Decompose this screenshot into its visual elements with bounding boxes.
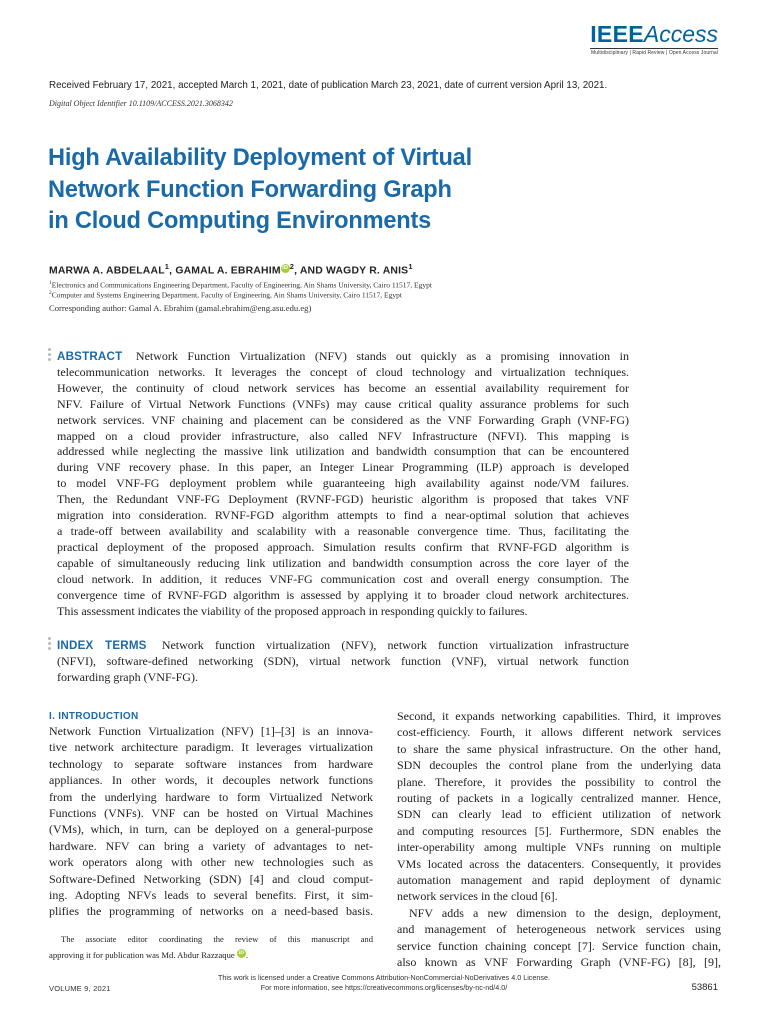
body-line: SDN decouples the control plane from the underlying data — [397, 758, 721, 773]
journal-logo — [590, 22, 718, 56]
body-line: tive network architecture paradigm. It leverages virtualization — [49, 740, 373, 755]
abstract-line: cloud network. In addition, it reduces VNF-FG communication cost and overall energy consumption. The — [57, 571, 629, 586]
affiliation — [49, 280, 432, 290]
title-line: High Availability Deployment of Virtual — [48, 145, 472, 171]
body-line: SDN can clearly lead to efficient utilization of network — [397, 807, 721, 822]
body-line: NFV adds a new dimension to the design, deployment, — [409, 905, 721, 920]
logo-wordmark — [590, 22, 718, 46]
title-line: in Cloud Computing Environments — [48, 208, 432, 234]
abstract-line: mapped on a cloud provider infrastructure, also called NFV Infrastructure (NFVI). This mapping is — [57, 428, 629, 443]
corresponding-author: Corresponding author: Gamal A. Ebrahim (gamal.ebrahim@eng.asu.edu.eg) — [49, 303, 312, 313]
body-line: Second, it expands networking capabilities. Third, it improves — [397, 709, 721, 723]
index-terms — [57, 638, 629, 686]
affiliation-text: Computer and Systems Engineering Department, Faculty of Engineering, Ain Shams University, Cairo 11517, Egypt — [51, 290, 402, 300]
abstract — [57, 349, 629, 619]
index-terms-label: INDEX TERMS — [57, 639, 147, 652]
body-line: routing of packets in a logically centralized manner. Hence, — [397, 791, 721, 806]
body-line: (VMs), which, in turn, can be deployed on a general-purpose — [49, 822, 373, 837]
affiliation-text: Electronics and Communications Engineering Department, Faculty of Engineering, Ain Shams University, Cairo 11517, Egypt — [51, 280, 432, 290]
license-notice — [0, 973, 768, 993]
footnote-line: approving it for publication was Md. Abdur Razzaque iD . — [49, 950, 248, 961]
left-column — [49, 710, 373, 920]
abstract-line: to model VNF-FG deployment problem while guaranteeing high availability against node/VM failures. — [57, 476, 629, 491]
body-line: from the underlying hardware to form Virtualized Network — [49, 789, 373, 804]
affiliation-number: 2 — [49, 290, 52, 296]
logo-ieee: IEEE — [590, 21, 644, 47]
author-affil-mark: 1 — [164, 262, 170, 271]
body-line: Software-Defined Networking (SDN) [4] and cloud comput- — [49, 871, 373, 886]
author-name: MARWA A. ABDELAAL — [49, 265, 165, 277]
body-line: cost-efficiency. Fourth, it allows different network services — [397, 725, 721, 740]
footnote — [49, 931, 373, 964]
index-terms-line: INDEX TERMS Network function virtualization (NFV), network function virtualization infrastructure — [57, 638, 629, 652]
doi: Digital Object Identifier 10.1109/ACCESS.2021.3068342 — [49, 99, 233, 108]
index-terms-line: forwarding graph (VNF-FG). — [57, 669, 198, 684]
abstract-line: addressed while neglecting the massive link utilization and bandwidth consumption that can be encountered — [57, 444, 629, 459]
abstract-line: a trade-off between availability and scalability with a reasonable convergence time. Thus, facilitating the — [57, 523, 629, 538]
body-line: plane. Therefore, it provides the possibility to control the — [397, 774, 721, 789]
received-dates: Received February 17, 2021, accepted March 1, 2021, date of publication March 23, 2021, date of current version April 13, 2021. — [49, 80, 608, 91]
author-list — [49, 262, 413, 276]
author-affil-mark: 2 — [289, 262, 295, 271]
abstract-line: This assessment indicates the viability of the proposed approach in responding quickly to failures. — [57, 603, 528, 618]
volume-label: VOLUME 9, 2021 — [49, 984, 111, 993]
body-line: Network Function Virtualization (NFV) [1]–[3] is an innova- — [49, 724, 373, 738]
logo-access: Access — [643, 21, 718, 47]
body-line: VMs located across the datacenters. Consequently, it provides — [397, 856, 721, 871]
body-line: plifies the programming of networks on a need-based basis. — [49, 904, 373, 919]
section-heading: I. INTRODUCTION — [49, 711, 139, 722]
page-number: 53861 — [691, 982, 718, 993]
paper-title — [48, 143, 608, 238]
author-affil-mark: 1 — [408, 262, 413, 271]
abstract-marker-icon — [48, 348, 51, 363]
body-line: appliances. In other words, it decouples network functions — [49, 773, 373, 788]
abstract-line: Then, the Redundant VNF-FG Deployment (RVNF-FGD) heuristic algorithm is proposed that takes VNF — [57, 492, 629, 507]
right-column — [397, 708, 721, 971]
body-line: to share the same physical infrastructure. On the other hand, — [397, 741, 721, 756]
body-line: work operators along with other new technologies such as — [49, 855, 373, 870]
index-terms-marker-icon — [48, 637, 51, 652]
body-line: inter-operability among multiple VNFs running on multiple — [397, 840, 721, 855]
abstract-line: during VNF recovery phase. In this paper, an Integer Linear Programming (ILP) approach is developed — [57, 460, 629, 475]
affiliation — [49, 290, 402, 300]
abstract-line: NFV. Failure of Virtual Network Functions (VNFs) may cause critical quality assurance problems for such — [57, 396, 629, 411]
abstract-line: practical deployment of the proposed approach. Simulation results confirm that RVNF-FGD algorithm is — [57, 539, 629, 554]
abstract-line: capable of simultaneously reducing link utilization and bandwidth consumption across the core layer of the — [57, 555, 629, 570]
affiliation-number: 1 — [49, 280, 52, 286]
abstract-line: network services. VNF chaining and placement can be considered as the VNF Forwarding Graph (VNF-FG) — [57, 412, 629, 427]
abstract-label: ABSTRACT — [57, 350, 123, 363]
body-line: network services in the cloud [6]. — [397, 889, 558, 904]
body-line: and management of heterogeneous network services using — [397, 922, 721, 937]
body-line: technology to separate software instances from hardware — [49, 756, 373, 771]
abstract-line: However, the continuity of cloud network services has become an essential availability requirement for — [57, 380, 629, 395]
index-terms-line: (NFVI), software-defined networking (SDN), virtual network function (VNF), virtual network function — [57, 653, 629, 668]
abstract-line: migration into consideration. RVNF-FGD algorithm attempts to find a near-optimal solution that achieves — [57, 508, 629, 523]
body-line: service function chaining concept [7]. Service function chain, — [397, 938, 721, 953]
abstract-line: convergence time of RVNF-FGD algorithm is assessed by applying it to broader cloud network architectures. — [57, 587, 629, 602]
orcid-icon[interactable]: iD — [238, 950, 245, 957]
logo-tagline: Multidisciplinary | Rapid Review | Open Access Journal — [591, 50, 718, 56]
body-line: automation management and rapid deployment of dynamic — [397, 873, 721, 888]
author-name: , GAMAL A. EBRAHIM — [169, 265, 281, 277]
body-line: ing. Adopting NFVs leads to several benefits. First, it sim- — [49, 888, 373, 903]
orcid-icon[interactable]: iD — [282, 265, 289, 272]
body-line: also known as VNF Forwarding Graph (VNF-FG) [8], [9], — [397, 955, 721, 970]
body-line: hardware. NFV can bring a variety of advantages to net- — [49, 838, 373, 853]
author-name: , AND WAGDY R. ANIS — [294, 265, 409, 277]
abstract-line: ABSTRACT Network Function Virtualization (NFV) stands out quickly as a promising innovation in — [57, 349, 630, 363]
footnote-line: The associate editor coordinating the review of this manuscript and — [61, 934, 373, 944]
license-link[interactable]: For more information, see https://creativecommons.org/licenses/by-nc-nd/4.0/ — [260, 983, 508, 992]
body-line: and computing resources [5]. Furthermore, SDN enables the — [397, 823, 721, 838]
title-line: Network Function Forwarding Graph — [48, 176, 452, 203]
license-line: This work is licensed under a Creative Commons Attribution-NonCommercial-NoDerivatives 4.0 License. — [218, 973, 550, 982]
body-line: Functions (VNFs). VNF can be hosted on Virtual Machines — [49, 806, 373, 821]
abstract-line: telecommunication networks. It leverages the concept of cloud technology and virtualization techniques. — [57, 364, 629, 379]
